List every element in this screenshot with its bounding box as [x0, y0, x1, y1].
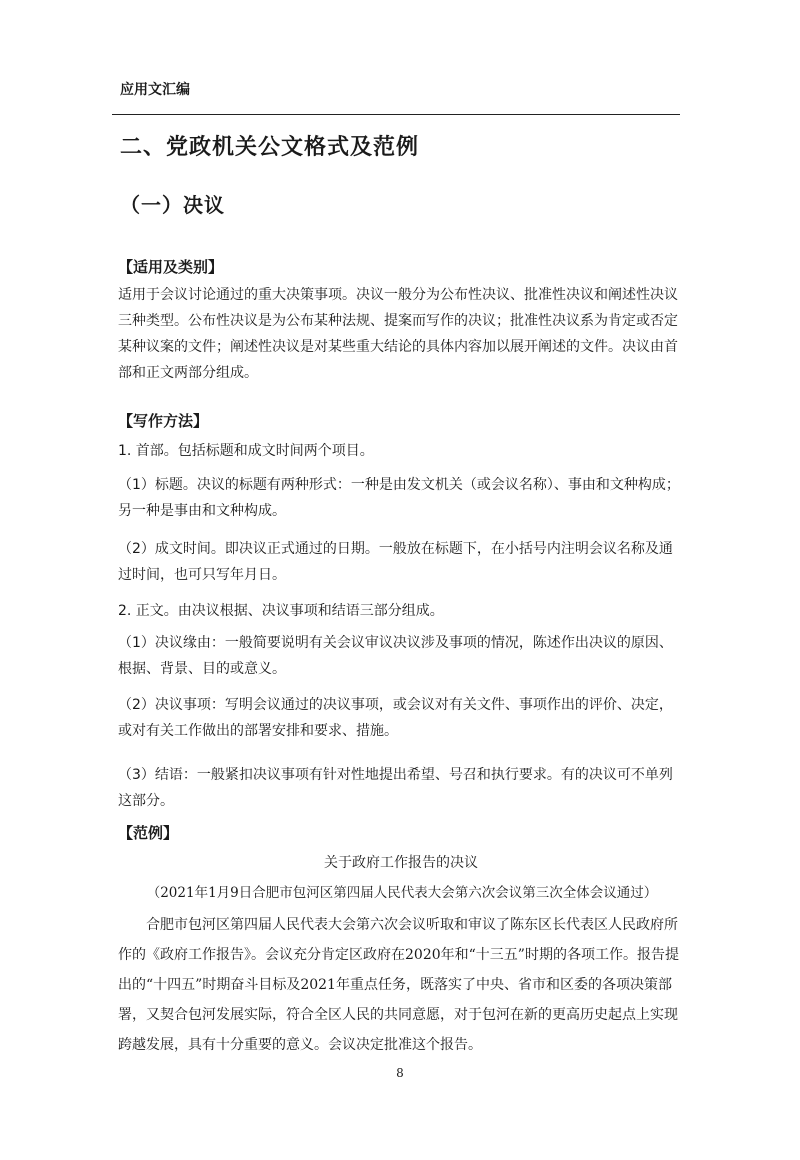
writing-item-1: 1. 首部。包括标题和成文时间两个项目。 — [118, 443, 374, 459]
writing-item-5: （1）决议缘由：一般简要说明有关会议审议决议涉及事项的情况，陈述作出决议的原因、根据、背景、目的或意义。 — [118, 635, 673, 677]
writing-item-3: （2）成文时间。即决议正式通过的日期。一般放在标题下，在小括号内注明会议名称及通过时间，也可只写年月日。 — [118, 541, 673, 583]
writing-item-7: （3）结语：一般紧扣决议事项有针对性地提出希望、号召和执行要求。有的决议可不单列这部分。 — [118, 767, 673, 809]
applicable-label: 【适用及类别】 — [118, 258, 224, 276]
subsection-title: （一）决议 — [120, 193, 225, 217]
example-title: 关于政府工作报告的决议 — [324, 855, 478, 871]
example-body: 合肥市包河区第四届人民代表大会第六次会议听取和审议了陈东区长代表区人民政府所作的《政府工作报告》。会议充分肯定区政府在2020年和“十三五”时期的各项工作。报告提出的“十四五”时期奋斗目标及2021年重点任务，既落实了中央、省市和区委的各项决策部署，又契合包河发展实际，符合全区人民的共同意愿，对于包河在新的更高历史起点上实现跨越发展，具有十分重要的意义。会议决定批准这个报告。 — [118, 917, 679, 1053]
writing-item-6: （2）决议事项：写明会议通过的决议事项，或会议对有关文件、事项作出的评价、决定，或对有关工作做出的部署安排和要求、措施。 — [118, 697, 673, 739]
running-head: 应用文汇编 — [120, 82, 190, 98]
writing-label: 【写作方法】 — [118, 412, 209, 430]
page-number: 8 — [396, 1066, 404, 1080]
header-rule — [112, 114, 680, 115]
writing-item-4: 2. 正文。由决议根据、决议事项和结语三部分组成。 — [118, 603, 444, 619]
example-label: 【范例】 — [118, 824, 179, 842]
applicable-text: 适用于会议讨论通过的重大决策事项。决议一般分为公布性决议、批准性决议和阐述性决议三种类型。公布性决议是为公布某种法规、提案而写作的决议；批准性决议系为肯定或否定某种议案的文件；阐述性决议是对某些重大结论的具体内容加以展开阐述的文件。决议由首部和正文两部分组成。 — [118, 287, 678, 381]
section-title: 二、党政机关公文格式及范例 — [120, 135, 420, 160]
example-subtitle: （2021年1月9日合肥市包河区第四届人民代表大会第六次会议第三次全体会议通过） — [146, 885, 658, 901]
writing-item-2: （1）标题。决议的标题有两种形式：一种是由发文机关（或会议名称）、事由和文种构成；另一种是事由和文种构成。 — [118, 477, 680, 519]
